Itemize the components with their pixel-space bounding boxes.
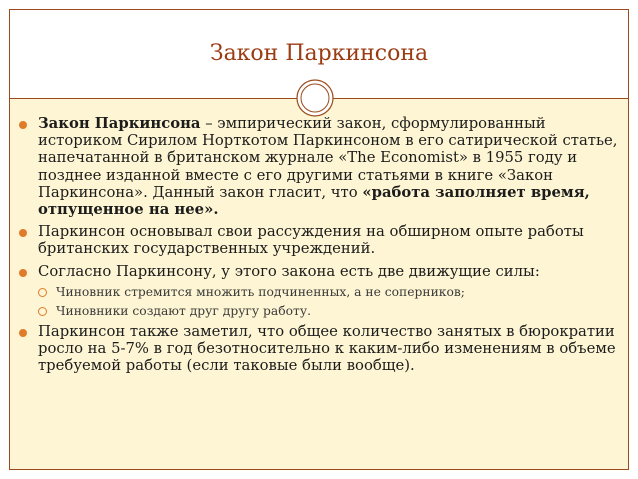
bullet-list [18, 115, 618, 379]
hollow-circle-icon [38, 288, 47, 297]
slide-frame [9, 9, 629, 470]
sub-bullet-text: Чиновник стремится множить подчиненных, а не соперников; [56, 284, 465, 299]
bullet-dot-icon [19, 329, 27, 337]
bullet-dot-icon [19, 121, 27, 129]
bullet-text: Паркинсон основывал свои рассуждения на обширном опыте работы британских государственных учреждений. [38, 223, 584, 258]
bullet-item [18, 323, 618, 375]
sub-bullet-item [18, 304, 618, 319]
bullet-item [18, 263, 618, 280]
bullet-dot-icon [19, 229, 27, 237]
hollow-circle-icon [38, 307, 47, 316]
bullet-text: Паркинсон также заметил, что общее количество занятых в бюрократии росло на 5-7% в год безотносительно к каким-либо изменениям в объеме требуемой работы (если таковые были вообще). [38, 322, 616, 375]
circle-ornament-icon [296, 79, 334, 117]
bullet-text-bold: «работа заполняет время, отпущенное на нее». [38, 183, 590, 219]
sub-bullet-text: Чиновники создают друг другу работу. [56, 303, 311, 318]
bullet-text: – эмпирический закон, сформулированный историком Сирилом Норткотом Паркинсоном в его сатирической статье, напечатанной в британском журнале «The Economist» в 1955 году и позднее изданной вместе с его другими статьями в книге «Закон Паркинсона». Данный закон гласит, что [38, 115, 618, 201]
bullet-item [18, 223, 618, 257]
slide-title: Закон Паркинсона [209, 41, 429, 66]
sub-bullet-item [18, 285, 618, 300]
bullet-dot-icon [19, 269, 27, 277]
bullet-text-bold: Закон Паркинсона [38, 115, 201, 132]
bullet-item [18, 115, 618, 218]
bullet-text: Согласно Паркинсону, у этого закона есть две движущие силы: [38, 262, 540, 280]
